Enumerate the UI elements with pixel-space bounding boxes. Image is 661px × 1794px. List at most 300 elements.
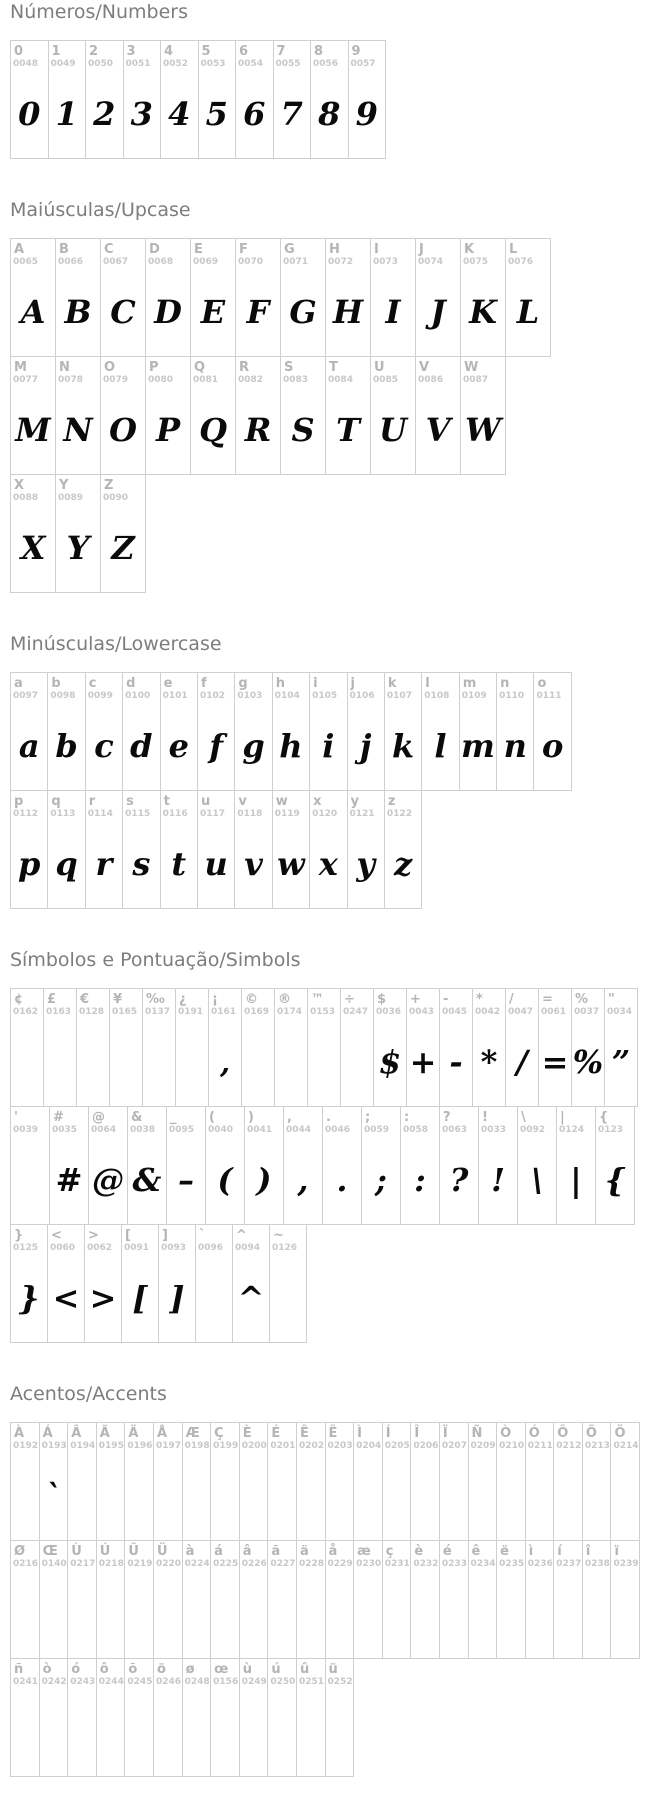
- glyph-cell-0107: [384, 672, 422, 791]
- cell-char-label: È: [242, 1426, 252, 1441]
- cell-char-label: q: [51, 794, 61, 809]
- cell-unicode-code: 0128: [79, 1007, 105, 1017]
- cell-glyph: J: [430, 293, 446, 331]
- cell-unicode-code: 0111: [536, 691, 562, 701]
- accents-row-3: [10, 1658, 661, 1777]
- glyph-cell-0033: [478, 1106, 518, 1225]
- cell-char-label: Ë: [328, 1426, 338, 1441]
- cell-unicode-code: 0052: [163, 59, 189, 69]
- cell-char-label: O: [104, 360, 116, 375]
- cell-char-label: ñ: [14, 1662, 24, 1677]
- cell-unicode-code: 0199: [213, 1441, 239, 1451]
- cell-char-label: X: [14, 478, 25, 493]
- cell-unicode-code: 0196: [127, 1441, 153, 1451]
- cell-unicode-code: 0042: [475, 1007, 501, 1017]
- glyph-cell-0068: [145, 238, 191, 357]
- cell-glyph: [68, 1452, 96, 1540]
- cell-glyph: h: [279, 727, 303, 765]
- glyph-cell-0079: [100, 356, 146, 475]
- glyph-cell-0062: [84, 1224, 122, 1343]
- cell-char-label: ä: [299, 1544, 309, 1559]
- cell-unicode-code: 0067: [103, 257, 129, 267]
- cell-unicode-code: 0228: [298, 1559, 324, 1569]
- cell-unicode-code: 0054: [238, 59, 264, 69]
- cell-char-label: h: [275, 676, 285, 691]
- glyph-cell-0087: [460, 356, 506, 475]
- cell-char-label: 3: [126, 44, 136, 59]
- cell-char-label: Ñ: [471, 1426, 483, 1441]
- glyph-cell-0115: [122, 790, 160, 909]
- glyph-cell-0093: [158, 1224, 196, 1343]
- cell-char-label: Ù: [71, 1544, 82, 1559]
- cell-char-label: A: [14, 242, 25, 257]
- cell-char-label: ö: [156, 1662, 166, 1677]
- cell-unicode-code: 0249: [241, 1677, 267, 1687]
- cell-glyph: [268, 1452, 296, 1540]
- glyph-cell-0229: [325, 1540, 355, 1659]
- cell-glyph: [125, 1452, 153, 1540]
- cell-glyph: [497, 1570, 525, 1658]
- cell-glyph: [268, 1570, 296, 1658]
- cell-glyph: [297, 1688, 325, 1776]
- cell-unicode-code: 0050: [88, 59, 114, 69]
- cell-char-label: H: [329, 242, 340, 257]
- cell-unicode-code: 0219: [127, 1559, 153, 1569]
- cell-unicode-code: 0077: [13, 375, 39, 385]
- cell-unicode-code: 0229: [327, 1559, 353, 1569]
- cell-char-label: ô: [99, 1662, 109, 1677]
- cell-char-label: *: [476, 992, 483, 1007]
- cell-char-label: ¥: [113, 992, 123, 1007]
- glyph-cell-0250: [267, 1658, 297, 1777]
- cell-unicode-code: 0101: [162, 691, 188, 701]
- cell-unicode-code: 0242: [41, 1677, 67, 1687]
- cell-glyph: g: [242, 727, 265, 765]
- cell-char-label: ó: [71, 1662, 81, 1677]
- cell-unicode-code: 0034: [607, 1007, 633, 1017]
- cell-char-label: !: [482, 1110, 488, 1125]
- cell-char-label: ¢: [14, 992, 24, 1007]
- cell-unicode-code: 0246: [155, 1677, 182, 1687]
- cell-unicode-code: 0116: [162, 809, 188, 819]
- glyph-cell-0108: [421, 672, 459, 791]
- cell-unicode-code: 0094: [235, 1243, 261, 1253]
- cell-unicode-code: 0074: [418, 257, 444, 267]
- cell-glyph: d: [130, 727, 153, 765]
- cell-glyph: [: [132, 1279, 148, 1317]
- cell-char-label: .: [326, 1110, 331, 1125]
- cell-glyph: T: [336, 411, 360, 449]
- glyph-cell-0098: [47, 672, 85, 791]
- cell-glyph: Q: [199, 411, 227, 449]
- cell-unicode-code: 0103: [237, 691, 263, 701]
- glyph-cell-0063: [439, 1106, 479, 1225]
- cell-char-label: Ö: [614, 1426, 626, 1441]
- glyph-cell-0050: [85, 40, 124, 159]
- cell-glyph: j: [359, 727, 372, 765]
- cell-glyph: [183, 1570, 211, 1658]
- cell-char-label: Ï: [442, 1426, 448, 1441]
- cell-glyph: [77, 1018, 109, 1106]
- glyph-cell-0249: [239, 1658, 269, 1777]
- cell-unicode-code: 0078: [58, 375, 84, 385]
- cell-char-label: E: [194, 242, 203, 257]
- cell-glyph: [240, 1570, 268, 1658]
- glyph-cell-0228: [296, 1540, 326, 1659]
- glyph-cell-0099: [85, 672, 123, 791]
- cell-char-label: ú: [271, 1662, 281, 1677]
- cell-glyph: [275, 1018, 307, 1106]
- glyph-cell-0078: [55, 356, 101, 475]
- cell-char-label: Ü: [156, 1544, 168, 1559]
- cell-char-label: (: [209, 1110, 215, 1125]
- glyph-cell-0220: [153, 1540, 183, 1659]
- cell-glyph: Y: [66, 529, 90, 567]
- cell-glyph: q: [55, 845, 78, 883]
- cell-unicode-code: 0204: [356, 1441, 382, 1451]
- glyph-cell-0232: [410, 1540, 440, 1659]
- cell-unicode-code: 0122: [386, 809, 412, 819]
- cell-unicode-code: 0198: [184, 1441, 210, 1451]
- cell-glyph: [211, 1688, 239, 1776]
- cell-unicode-code: 0082: [238, 375, 264, 385]
- glyph-cell-0163: [43, 988, 77, 1107]
- cell-unicode-code: 0121: [349, 809, 375, 819]
- cell-char-label: L: [509, 242, 518, 257]
- cell-unicode-code: 0109: [461, 691, 487, 701]
- cell-glyph: Z: [111, 529, 135, 567]
- cell-glyph: n: [503, 727, 527, 765]
- glyph-cell-0210: [496, 1422, 526, 1541]
- cell-unicode-code: 0036: [376, 1007, 402, 1017]
- accents-row-1: [10, 1422, 661, 1541]
- glyph-cell-0096: [195, 1224, 233, 1343]
- glyph-cell-0109: [459, 672, 497, 791]
- glyph-cell-0191: [175, 988, 209, 1107]
- glyph-cell-0204: [353, 1422, 383, 1541]
- cell-unicode-code: 0088: [13, 493, 39, 503]
- cell-unicode-code: 0227: [270, 1559, 296, 1569]
- cell-glyph: 6: [243, 95, 266, 133]
- cell-glyph: [97, 1452, 125, 1540]
- cell-unicode-code: 0161: [211, 1007, 237, 1017]
- cell-unicode-code: 0044: [286, 1125, 312, 1135]
- cell-glyph: \: [531, 1161, 543, 1199]
- cell-char-label: á: [214, 1544, 223, 1559]
- cell-unicode-code: 0239: [613, 1559, 639, 1569]
- cell-unicode-code: 0191: [178, 1007, 204, 1017]
- cell-char-label: ç: [385, 1544, 394, 1559]
- cell-unicode-code: 0110: [499, 691, 525, 701]
- cell-unicode-code: 0124: [559, 1125, 585, 1135]
- cell-char-label: Ô: [557, 1426, 569, 1441]
- glyph-cell-0243: [67, 1658, 97, 1777]
- cell-glyph: ;: [375, 1161, 387, 1199]
- cell-char-label: â: [242, 1544, 252, 1559]
- cell-unicode-code: 0244: [98, 1677, 124, 1687]
- cell-char-label: ï: [614, 1544, 619, 1559]
- cell-unicode-code: 0058: [403, 1125, 429, 1135]
- glyph-cell-0044: [283, 1106, 323, 1225]
- section-title-upcase: Maiúsculas/Upcase: [10, 199, 191, 221]
- cell-unicode-code: 0084: [328, 375, 354, 385]
- cell-glyph: [211, 1452, 239, 1540]
- cell-unicode-code: 0210: [499, 1441, 525, 1451]
- cell-glyph: :: [414, 1161, 426, 1199]
- section-title-lowercase: Minúsculas/Lowercase: [10, 633, 222, 655]
- cell-glyph: ^: [237, 1279, 265, 1317]
- cell-char-label: Á: [42, 1426, 53, 1441]
- cell-unicode-code: 0202: [298, 1441, 324, 1451]
- cell-unicode-code: 0226: [241, 1559, 267, 1569]
- cell-unicode-code: 0232: [413, 1559, 439, 1569]
- cell-unicode-code: 0200: [241, 1441, 267, 1451]
- cell-glyph: [611, 1452, 639, 1540]
- cell-char-label: $: [377, 992, 387, 1007]
- cell-char-label: ¿: [179, 992, 187, 1007]
- cell-unicode-code: 0107: [386, 691, 412, 701]
- glyph-cell-0086: [415, 356, 461, 475]
- cell-glyph: E: [200, 293, 226, 331]
- cell-glyph: [354, 1452, 382, 1540]
- cell-glyph: [497, 1452, 525, 1540]
- glyph-cell-0110: [496, 672, 534, 791]
- cell-unicode-code: 0071: [283, 257, 309, 267]
- cell-char-label: ø: [185, 1662, 195, 1677]
- cell-unicode-code: 0209: [470, 1441, 496, 1451]
- cell-unicode-code: 0238: [584, 1559, 610, 1569]
- cell-char-label: ): [248, 1110, 254, 1125]
- cell-glyph: m: [460, 727, 495, 765]
- cell-char-label: Y: [59, 478, 69, 493]
- cell-char-label: ù: [242, 1662, 253, 1677]
- cell-unicode-code: 0113: [50, 809, 76, 819]
- cell-char-label: _: [170, 1110, 177, 1125]
- cell-char-label: +: [410, 992, 421, 1007]
- glyph-cell-0128: [76, 988, 110, 1107]
- cell-glyph: ]: [169, 1279, 185, 1317]
- cell-unicode-code: 0056: [313, 59, 339, 69]
- cell-glyph: [411, 1570, 439, 1658]
- symbols-row-1: [10, 988, 661, 1107]
- glyph-cell-0040: [205, 1106, 245, 1225]
- cell-glyph: =: [541, 1043, 569, 1081]
- cell-char-label: M: [14, 360, 27, 375]
- glyph-cell-0082: [235, 356, 281, 475]
- cell-char-label: V: [419, 360, 430, 375]
- cell-unicode-code: 0066: [58, 257, 84, 267]
- cell-unicode-code: 0089: [58, 493, 84, 503]
- cell-char-label: ^: [236, 1228, 247, 1243]
- glyph-cell-0076: [505, 238, 551, 357]
- cell-unicode-code: 0105: [312, 691, 338, 701]
- cell-unicode-code: 0234: [470, 1559, 496, 1569]
- glyph-cell-0121: [347, 790, 385, 909]
- glyph-cell-0207: [439, 1422, 469, 1541]
- cell-glyph: o: [541, 727, 564, 765]
- cell-glyph: [583, 1452, 611, 1540]
- cell-glyph: [211, 1570, 239, 1658]
- cell-unicode-code: 0062: [87, 1243, 113, 1253]
- cell-unicode-code: 0250: [270, 1677, 296, 1687]
- cell-glyph: 4: [168, 95, 191, 133]
- cell-char-label: ò: [42, 1662, 52, 1677]
- cell-unicode-code: 0051: [125, 59, 151, 69]
- cell-unicode-code: 0081: [193, 375, 219, 385]
- cell-unicode-code: 0235: [499, 1559, 525, 1569]
- glyph-cell-0247: [340, 988, 374, 1107]
- glyph-cell-0035: [49, 1106, 89, 1225]
- cell-unicode-code: 0126: [272, 1243, 298, 1253]
- cell-unicode-code: 0194: [70, 1441, 96, 1451]
- cell-char-label: Ã: [99, 1426, 110, 1441]
- cell-unicode-code: 0211: [527, 1441, 553, 1451]
- cell-glyph: p: [18, 845, 41, 883]
- glyph-cell-0089: [55, 474, 101, 593]
- cell-unicode-code: 0047: [508, 1007, 534, 1017]
- cell-glyph: ,: [297, 1161, 309, 1199]
- cell-char-label: K: [464, 242, 475, 257]
- glyph-cell-0047: [505, 988, 539, 1107]
- glyph-cell-0197: [153, 1422, 183, 1541]
- cell-unicode-code: 0214: [613, 1441, 639, 1451]
- cell-char-label: n: [500, 676, 510, 691]
- cell-glyph: [326, 1452, 354, 1540]
- cell-unicode-code: 0055: [275, 59, 301, 69]
- symbols-row-3: [10, 1224, 661, 1343]
- glyph-cell-0048: [10, 40, 49, 159]
- glyph-cell-0192: [10, 1422, 40, 1541]
- cell-unicode-code: 0086: [418, 375, 444, 385]
- glyph-cell-0123: [595, 1106, 635, 1225]
- cell-unicode-code: 0035: [52, 1125, 78, 1135]
- cell-char-label: d: [126, 676, 136, 691]
- cell-glyph: &: [132, 1161, 162, 1199]
- cell-char-label: S: [284, 360, 294, 375]
- cell-glyph: [326, 1570, 354, 1658]
- cell-char-label: j: [350, 676, 355, 691]
- cell-char-label: <: [51, 1228, 62, 1243]
- cell-glyph: [183, 1688, 211, 1776]
- glyph-cell-0043: [406, 988, 440, 1107]
- cell-char-label: ™: [311, 992, 324, 1007]
- cell-unicode-code: 0096: [198, 1243, 224, 1253]
- cell-char-label: &: [131, 1110, 143, 1125]
- cell-unicode-code: 0060: [50, 1243, 76, 1253]
- glyph-cell-0237: [553, 1540, 583, 1659]
- glyph-cell-0198: [182, 1422, 212, 1541]
- accents-row-2: [10, 1540, 661, 1659]
- cell-unicode-code: 0162: [13, 1007, 39, 1017]
- glyph-cell-0244: [96, 1658, 126, 1777]
- cell-glyph: r: [95, 845, 113, 883]
- cell-char-label: 6: [239, 44, 249, 59]
- glyph-cell-0241: [10, 1658, 40, 1777]
- glyph-cell-0252: [325, 1658, 355, 1777]
- cell-unicode-code: 0192: [13, 1441, 39, 1451]
- cell-glyph: c: [94, 727, 114, 765]
- cell-char-label: J: [419, 242, 424, 257]
- glyph-cell-0104: [272, 672, 310, 791]
- glyph-cell-0101: [160, 672, 198, 791]
- cell-unicode-code: 0046: [325, 1125, 351, 1135]
- glyph-cell-0056: [310, 40, 349, 159]
- upcase-row-1: [10, 238, 661, 357]
- cell-unicode-code: 0080: [148, 375, 174, 385]
- cell-unicode-code: 0115: [125, 809, 151, 819]
- glyph-cell-0226: [239, 1540, 269, 1659]
- cell-char-label: Ì: [357, 1426, 362, 1441]
- cell-unicode-code: 0218: [98, 1559, 124, 1569]
- cell-glyph: 9: [355, 95, 378, 133]
- cell-char-label: {: [599, 1110, 609, 1125]
- cell-glyph: [68, 1688, 96, 1776]
- glyph-cell-0039: [10, 1106, 50, 1225]
- cell-glyph: [242, 1018, 274, 1106]
- cell-char-label: 4: [164, 44, 174, 59]
- cell-char-label: é: [442, 1544, 452, 1559]
- cell-glyph: f: [209, 727, 224, 765]
- glyph-cell-0251: [296, 1658, 326, 1777]
- cell-char-label: û: [299, 1662, 310, 1677]
- glyph-cell-0238: [582, 1540, 612, 1659]
- glyph-cell-0165: [109, 988, 143, 1107]
- cell-unicode-code: 0231: [384, 1559, 410, 1569]
- cell-unicode-code: 0033: [481, 1125, 507, 1135]
- cell-unicode-code: 0117: [199, 809, 226, 819]
- cell-char-label: ê: [471, 1544, 481, 1559]
- cell-char-label: B: [59, 242, 69, 257]
- cell-char-label: ,: [287, 1110, 292, 1125]
- cell-char-label: ': [14, 1110, 18, 1125]
- cell-char-label: [: [125, 1228, 131, 1243]
- glyph-cell-0205: [382, 1422, 412, 1541]
- cell-unicode-code: 0091: [124, 1243, 150, 1253]
- glyph-cell-0095: [166, 1106, 206, 1225]
- cell-unicode-code: 0118: [237, 809, 263, 819]
- glyph-cell-0216: [10, 1540, 40, 1659]
- cell-unicode-code: 0087: [463, 375, 489, 385]
- cell-unicode-code: 0085: [373, 375, 399, 385]
- cell-unicode-code: 0220: [155, 1559, 182, 1569]
- upcase-row-3: [10, 474, 661, 593]
- cell-unicode-code: 0216: [13, 1559, 39, 1569]
- cell-unicode-code: 0169: [244, 1007, 270, 1017]
- cell-char-label: Ê: [299, 1426, 309, 1441]
- cell-char-label: 5: [201, 44, 211, 59]
- cell-glyph: [154, 1570, 182, 1658]
- cell-glyph: A: [20, 293, 46, 331]
- cell-char-label: Í: [385, 1426, 391, 1441]
- glyph-cell-0236: [525, 1540, 555, 1659]
- cell-char-label: ®: [278, 992, 291, 1007]
- glyph-cell-0111: [533, 672, 571, 791]
- cell-unicode-code: 0251: [298, 1677, 324, 1687]
- cell-glyph: [240, 1688, 268, 1776]
- cell-char-label: Ä: [128, 1426, 139, 1441]
- glyph-cell-0085: [370, 356, 416, 475]
- cell-unicode-code: 0049: [50, 59, 76, 69]
- cell-char-label: s: [126, 794, 134, 809]
- cell-glyph: [11, 1018, 43, 1106]
- cell-unicode-code: 0068: [148, 257, 174, 267]
- glyph-cell-0217: [67, 1540, 97, 1659]
- glyph-cell-0225: [210, 1540, 240, 1659]
- cell-glyph: ”: [611, 1043, 631, 1081]
- cell-char-label: Å: [156, 1426, 168, 1441]
- cell-glyph: [554, 1452, 582, 1540]
- cell-glyph: X: [20, 529, 46, 567]
